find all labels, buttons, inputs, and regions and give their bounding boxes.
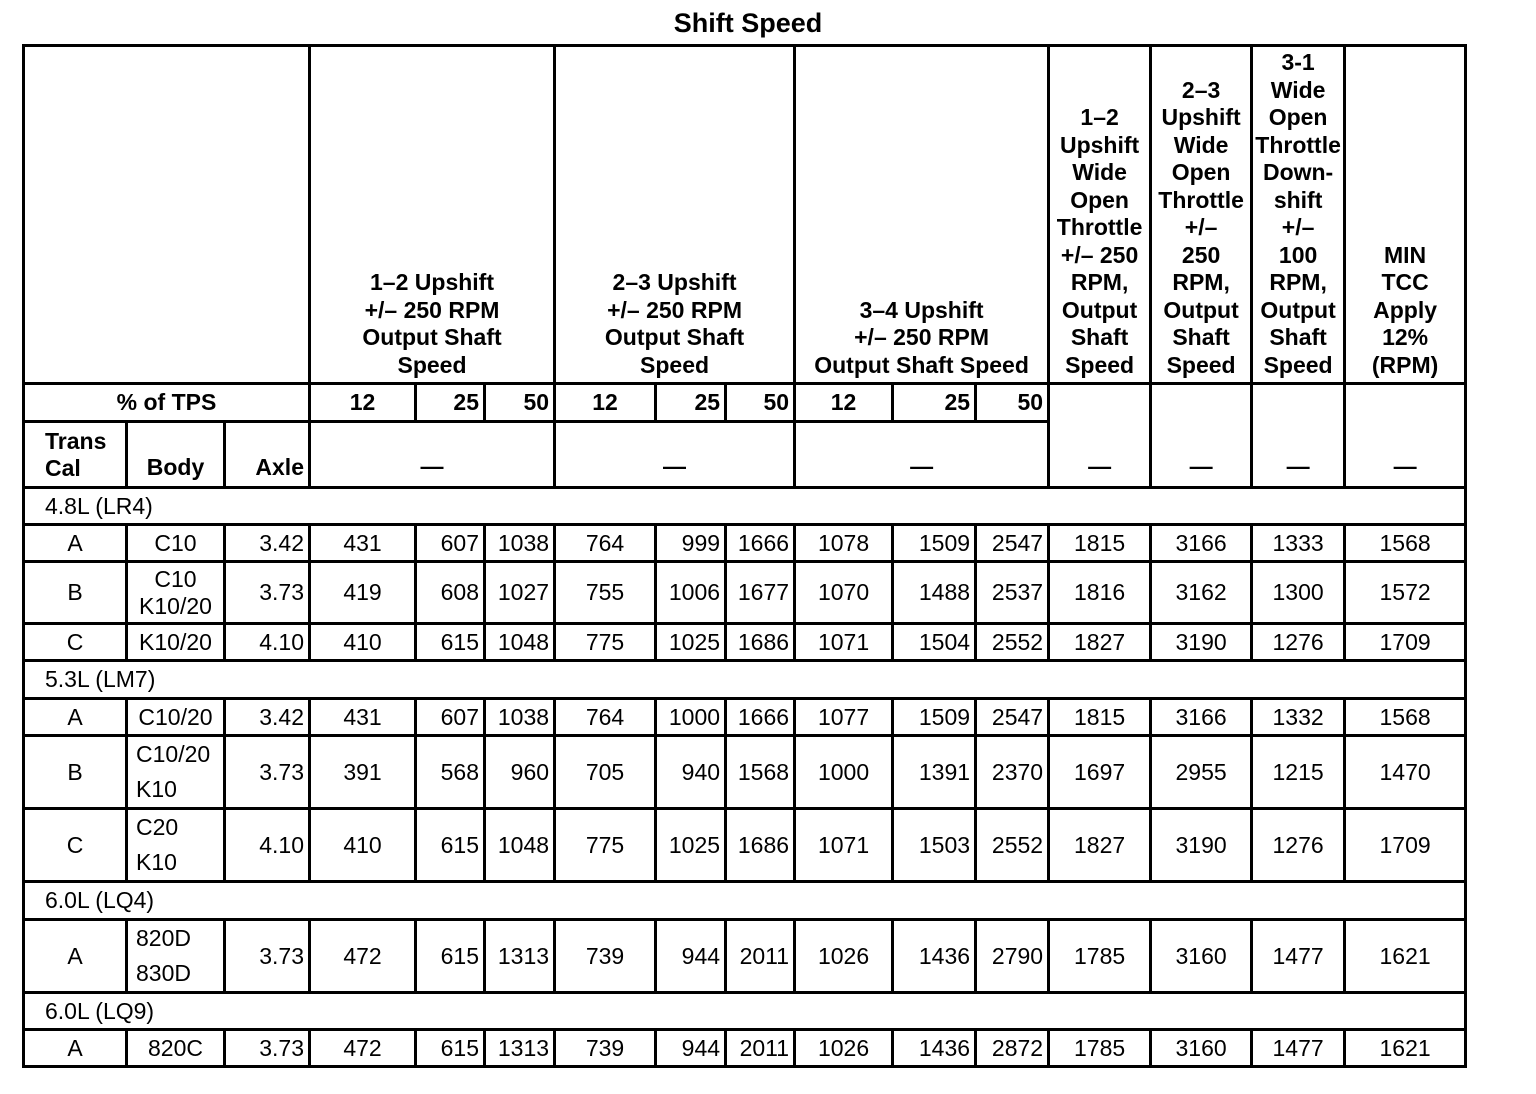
value-cell: 2552 xyxy=(976,809,1049,882)
value-cell: 2547 xyxy=(976,525,1049,562)
value-cell: 2872 xyxy=(976,1030,1049,1067)
value-cell: 3166 xyxy=(1151,699,1252,736)
tps-50-c: 50 xyxy=(976,384,1049,422)
table-row xyxy=(24,736,1466,809)
value-cell: 1025 xyxy=(656,809,726,882)
value-cell: 940 xyxy=(656,736,726,809)
header-axle: Axle xyxy=(225,422,310,488)
header-blank-cell xyxy=(24,46,310,384)
value-cell: 1071 xyxy=(795,809,893,882)
value-cell: 1815 xyxy=(1049,699,1151,736)
header-min-tcc: MIN TCC Apply 12% (RPM) xyxy=(1345,46,1466,384)
table-row xyxy=(24,920,1466,993)
value-cell: 3190 xyxy=(1151,809,1252,882)
body-cell: C10 K10/20 xyxy=(127,562,225,624)
header-upshift-12: 1–2 Upshift +/– 250 RPM Output Shaft Speed xyxy=(310,46,555,384)
value-cell: 568 xyxy=(416,736,485,809)
value-cell: 1313 xyxy=(485,920,555,993)
axle-cell: 3.73 xyxy=(225,920,310,993)
value-cell: 1686 xyxy=(726,809,795,882)
axle-cell: 3.42 xyxy=(225,525,310,562)
value-cell: 1027 xyxy=(485,562,555,624)
value-cell: 607 xyxy=(416,699,485,736)
engine-label: 5.3L (LM7) xyxy=(24,661,1466,699)
value-cell: 1038 xyxy=(485,699,555,736)
dash-wot-23: — xyxy=(1151,384,1252,488)
section-row xyxy=(24,488,1466,525)
value-cell: 472 xyxy=(310,1030,416,1067)
axle-cell: 3.73 xyxy=(225,1030,310,1067)
value-cell: 999 xyxy=(656,525,726,562)
tps-25-c: 25 xyxy=(893,384,976,422)
tps-50-a: 50 xyxy=(485,384,555,422)
value-cell: 1026 xyxy=(795,1030,893,1067)
value-cell: 1509 xyxy=(893,699,976,736)
value-cell: 1000 xyxy=(795,736,893,809)
dash-upshift-34: — xyxy=(795,422,1049,488)
value-cell: 775 xyxy=(555,809,656,882)
value-cell: 1477 xyxy=(1252,920,1345,993)
value-cell: 615 xyxy=(416,624,485,661)
value-cell: 615 xyxy=(416,920,485,993)
tps-50-b: 50 xyxy=(726,384,795,422)
value-cell: 1477 xyxy=(1252,1030,1345,1067)
value-cell: 431 xyxy=(310,525,416,562)
value-cell: 615 xyxy=(416,809,485,882)
header-body: Body xyxy=(127,422,225,488)
axle-cell: 3.42 xyxy=(225,699,310,736)
value-cell: 472 xyxy=(310,920,416,993)
value-cell: 2370 xyxy=(976,736,1049,809)
value-cell: 1504 xyxy=(893,624,976,661)
value-cell: 3160 xyxy=(1151,1030,1252,1067)
value-cell: 1568 xyxy=(1345,525,1466,562)
value-cell: 1025 xyxy=(656,624,726,661)
value-cell: 1709 xyxy=(1345,809,1466,882)
trans-cal-cell: B xyxy=(24,736,127,809)
value-cell: 1048 xyxy=(485,624,555,661)
dash-wot-31: — xyxy=(1252,384,1345,488)
body-cell: C10/20 K10 xyxy=(127,736,225,809)
tps-12-c: 12 xyxy=(795,384,893,422)
value-cell: 1436 xyxy=(893,1030,976,1067)
body-cell: 820C xyxy=(127,1030,225,1067)
trans-cal-cell: A xyxy=(24,525,127,562)
value-cell: 1621 xyxy=(1345,920,1466,993)
body-cell: C10 xyxy=(127,525,225,562)
value-cell: 391 xyxy=(310,736,416,809)
value-cell: 2011 xyxy=(726,920,795,993)
body-cell: 820D 830D xyxy=(127,920,225,993)
value-cell: 1077 xyxy=(795,699,893,736)
value-cell: 608 xyxy=(416,562,485,624)
value-cell: 1078 xyxy=(795,525,893,562)
value-cell: 410 xyxy=(310,809,416,882)
table-row xyxy=(24,624,1466,661)
axle-cell: 4.10 xyxy=(225,624,310,661)
value-cell: 1709 xyxy=(1345,624,1466,661)
value-cell: 960 xyxy=(485,736,555,809)
value-cell: 1038 xyxy=(485,525,555,562)
value-cell: 739 xyxy=(555,1030,656,1067)
engine-label: 6.0L (LQ4) xyxy=(24,882,1466,920)
header-trans-cal: Trans Cal xyxy=(24,422,127,488)
shift-speed-table xyxy=(22,44,1467,1068)
value-cell: 1509 xyxy=(893,525,976,562)
value-cell: 3160 xyxy=(1151,920,1252,993)
table-row xyxy=(24,809,1466,882)
value-cell: 1815 xyxy=(1049,525,1151,562)
value-cell: 2790 xyxy=(976,920,1049,993)
table-row xyxy=(24,699,1466,736)
axle-cell: 4.10 xyxy=(225,809,310,882)
trans-cal-cell: C xyxy=(24,624,127,661)
section-row xyxy=(24,993,1466,1030)
value-cell: 1572 xyxy=(1345,562,1466,624)
value-cell: 419 xyxy=(310,562,416,624)
header-wot-12: 1–2 Upshift Wide Open Throttle +/– 250 RPM, Output Shaft Speed xyxy=(1049,46,1151,384)
header-wot-31: 3-1 Wide Open Throttle Down- shift +/– 100 RPM, Output Shaft Speed xyxy=(1252,46,1345,384)
trans-cal-cell: A xyxy=(24,1030,127,1067)
value-cell: 1276 xyxy=(1252,624,1345,661)
value-cell: 1026 xyxy=(795,920,893,993)
value-cell: 2547 xyxy=(976,699,1049,736)
value-cell: 3162 xyxy=(1151,562,1252,624)
value-cell: 1333 xyxy=(1252,525,1345,562)
dash-tcc: — xyxy=(1345,384,1466,488)
trans-cal-cell: B xyxy=(24,562,127,624)
value-cell: 1470 xyxy=(1345,736,1466,809)
table-row xyxy=(24,1030,1466,1067)
value-cell: 431 xyxy=(310,699,416,736)
value-cell: 1276 xyxy=(1252,809,1345,882)
section-row xyxy=(24,661,1466,699)
value-cell: 1666 xyxy=(726,525,795,562)
value-cell: 764 xyxy=(555,699,656,736)
dash-upshift-12: — xyxy=(310,422,555,488)
value-cell: 1568 xyxy=(1345,699,1466,736)
value-cell: 3166 xyxy=(1151,525,1252,562)
value-cell: 944 xyxy=(656,920,726,993)
table-row xyxy=(24,562,1466,624)
value-cell: 1436 xyxy=(893,920,976,993)
value-cell: 1816 xyxy=(1049,562,1151,624)
value-cell: 1071 xyxy=(795,624,893,661)
value-cell: 739 xyxy=(555,920,656,993)
engine-label: 4.8L (LR4) xyxy=(24,488,1466,525)
value-cell: 1000 xyxy=(656,699,726,736)
value-cell: 1785 xyxy=(1049,920,1151,993)
value-cell: 1785 xyxy=(1049,1030,1151,1067)
section-row xyxy=(24,882,1466,920)
trans-cal-cell: C xyxy=(24,809,127,882)
header-upshift-23: 2–3 Upshift +/– 250 RPM Output Shaft Speed xyxy=(555,46,795,384)
value-cell: 1070 xyxy=(795,562,893,624)
body-cell: C10/20 xyxy=(127,699,225,736)
tps-12-b: 12 xyxy=(555,384,656,422)
value-cell: 1827 xyxy=(1049,624,1151,661)
value-cell: 1006 xyxy=(656,562,726,624)
tps-25-a: 25 xyxy=(416,384,485,422)
value-cell: 1568 xyxy=(726,736,795,809)
value-cell: 615 xyxy=(416,1030,485,1067)
trans-cal-cell: A xyxy=(24,699,127,736)
header-row-tps xyxy=(24,384,1466,422)
value-cell: 1488 xyxy=(893,562,976,624)
value-cell: 1313 xyxy=(485,1030,555,1067)
value-cell: 607 xyxy=(416,525,485,562)
value-cell: 2011 xyxy=(726,1030,795,1067)
body-cell: C20 K10 xyxy=(127,809,225,882)
value-cell: 1048 xyxy=(485,809,555,882)
value-cell: 410 xyxy=(310,624,416,661)
value-cell: 2955 xyxy=(1151,736,1252,809)
header-wot-23: 2–3 Upshift Wide Open Throttle +/– 250 RPM, Output Shaft Speed xyxy=(1151,46,1252,384)
value-cell: 1300 xyxy=(1252,562,1345,624)
trans-cal-cell: A xyxy=(24,920,127,993)
value-cell: 1503 xyxy=(893,809,976,882)
value-cell: 1697 xyxy=(1049,736,1151,809)
value-cell: 1686 xyxy=(726,624,795,661)
value-cell: 2537 xyxy=(976,562,1049,624)
engine-label: 6.0L (LQ9) xyxy=(24,993,1466,1030)
dash-upshift-23: — xyxy=(555,422,795,488)
value-cell: 1621 xyxy=(1345,1030,1466,1067)
value-cell: 3190 xyxy=(1151,624,1252,661)
value-cell: 775 xyxy=(555,624,656,661)
value-cell: 1215 xyxy=(1252,736,1345,809)
tps-12-a: 12 xyxy=(310,384,416,422)
body-cell: K10/20 xyxy=(127,624,225,661)
value-cell: 1332 xyxy=(1252,699,1345,736)
header-upshift-34: 3–4 Upshift +/– 250 RPM Output Shaft Speed xyxy=(795,46,1049,384)
value-cell: 944 xyxy=(656,1030,726,1067)
value-cell: 2552 xyxy=(976,624,1049,661)
value-cell: 764 xyxy=(555,525,656,562)
value-cell: 1666 xyxy=(726,699,795,736)
value-cell: 755 xyxy=(555,562,656,624)
table-row xyxy=(24,525,1466,562)
value-cell: 1677 xyxy=(726,562,795,624)
dash-wot-12: — xyxy=(1049,384,1151,488)
tps-label: % of TPS xyxy=(24,384,310,422)
table-title: Shift Speed xyxy=(673,8,823,38)
value-cell: 705 xyxy=(555,736,656,809)
axle-cell: 3.73 xyxy=(225,562,310,624)
value-cell: 1391 xyxy=(893,736,976,809)
tps-25-b: 25 xyxy=(656,384,726,422)
value-cell: 1827 xyxy=(1049,809,1151,882)
header-row-main xyxy=(24,46,1466,384)
axle-cell: 3.73 xyxy=(225,736,310,809)
